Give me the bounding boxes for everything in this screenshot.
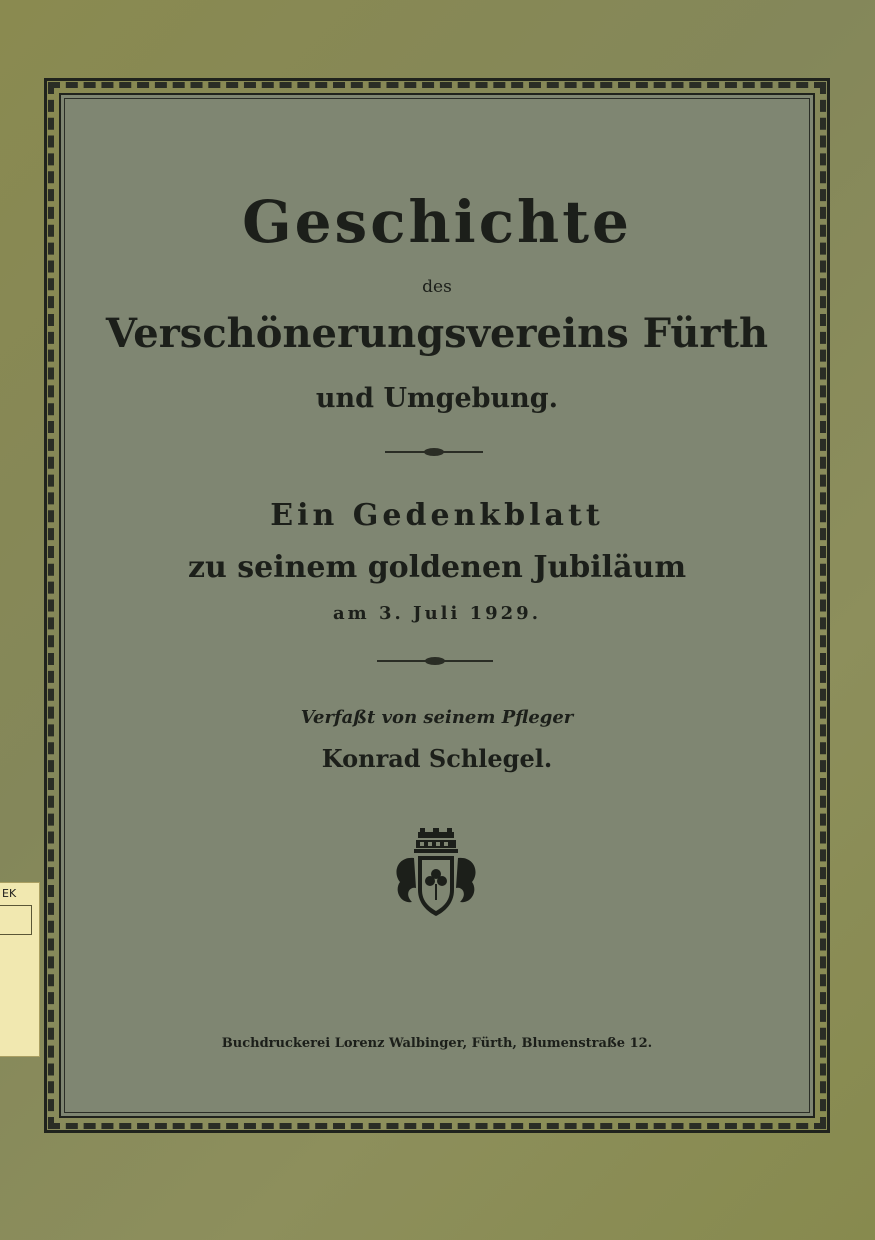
subtitle-line-2: und Umgebung. (315, 383, 559, 414)
title-connector: des (422, 277, 452, 297)
commemoration-line-1: Ein Gedenkblatt (270, 498, 604, 533)
jubilee-date: am 3. Juli 1929. (333, 603, 541, 624)
author-byline: Verfaßt von seinem Pfleger (300, 707, 574, 728)
sticker-box (0, 905, 32, 935)
book-title: Geschichte (242, 188, 632, 256)
coat-of-arms-icon (390, 828, 482, 918)
library-sticker (0, 882, 40, 1057)
printer-imprint: Buchdruckerei Lorenz Walbinger, Fürth, Blumenstraße 12. (221, 1036, 653, 1051)
author-name: Konrad Schlegel. (321, 744, 553, 773)
sticker-label: EK (2, 887, 17, 900)
ornament-divider (385, 451, 483, 453)
subtitle-line-1: Verschönerungsvereins Fürth (105, 310, 769, 357)
ornament-divider (377, 660, 493, 662)
commemoration-line-2: zu seinem goldenen Jubiläum (187, 550, 687, 585)
